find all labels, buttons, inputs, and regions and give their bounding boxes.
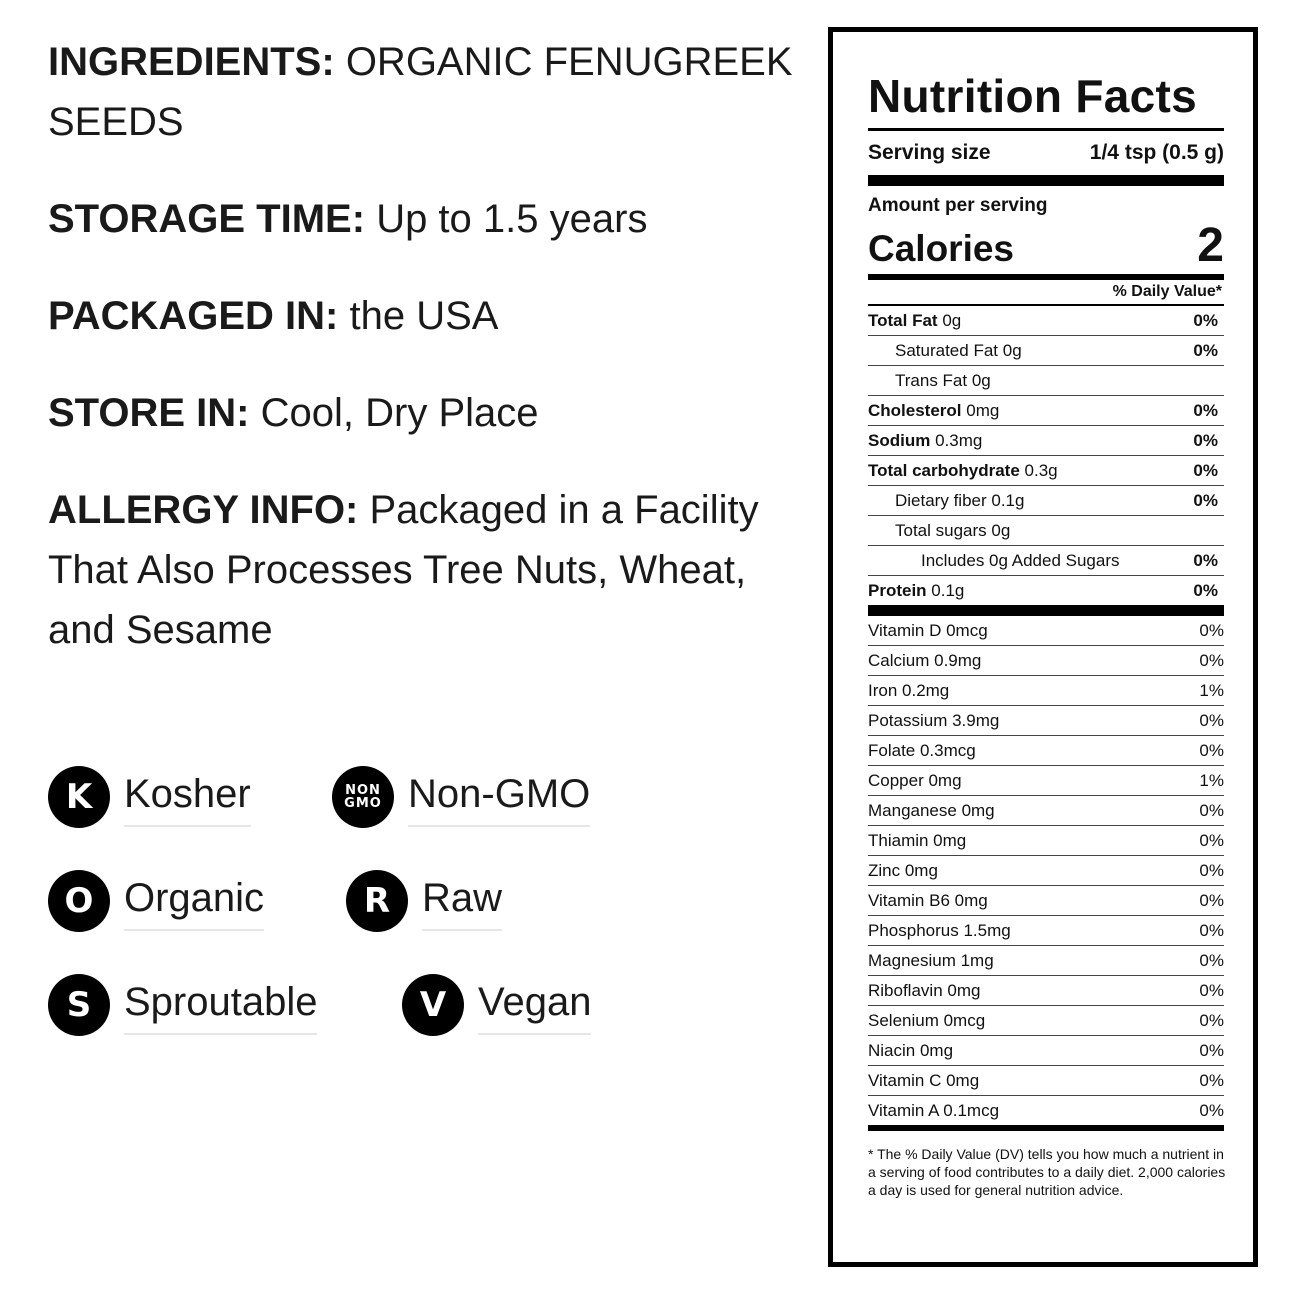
vitamin-daily-value: 0%: [1199, 1100, 1224, 1120]
divider-thick: [868, 175, 1224, 186]
vitamin-daily-value: 0%: [1199, 740, 1224, 760]
vitamin-row: [868, 886, 1224, 916]
vegan-icon: V: [402, 974, 464, 1036]
vitamin-row: [868, 616, 1224, 646]
vitamin-list: [868, 616, 1224, 1125]
nutrient-row: [868, 545, 1224, 575]
nutrient-daily-value: 0%: [1193, 460, 1218, 480]
nutrient-name: [868, 491, 1024, 511]
badge-sproutable: [48, 972, 317, 1038]
nutrient-name: [868, 431, 982, 451]
vitamin-daily-value: 0%: [1199, 830, 1224, 850]
vitamin-daily-value: 0%: [1199, 650, 1224, 670]
vitamin-row: [868, 736, 1224, 766]
packaged-in-value: the USA: [349, 294, 499, 338]
nutrient-row: [868, 395, 1224, 425]
vitamin-name: Magnesium 1mg: [868, 950, 994, 970]
vitamin-name: Vitamin A 0.1mcg: [868, 1100, 1000, 1120]
vitamin-daily-value: 1%: [1199, 770, 1224, 790]
nutrient-amount: 0.1g: [991, 490, 1025, 510]
vitamin-name: Vitamin B6 0mg: [868, 890, 988, 910]
vitamin-name: Thiamin 0mg: [868, 830, 967, 850]
vitamin-row: [868, 646, 1224, 676]
nutrient-amount: 0.1g: [931, 580, 965, 600]
vitamin-row: [868, 1066, 1224, 1096]
store-in-block: [48, 383, 818, 443]
vitamin-row: [868, 856, 1224, 886]
nutrient-daily-value: 0%: [1193, 550, 1218, 570]
nutrient-row: [868, 575, 1224, 605]
nutrient-label: Cholesterol: [868, 400, 962, 420]
nutrient-row: [868, 335, 1224, 365]
nutrient-daily-value: 0%: [1193, 430, 1218, 450]
nutrient-row: [868, 455, 1224, 485]
nutrient-name: [868, 461, 1058, 481]
raw-icon: R: [346, 870, 408, 932]
storage-time-value: Up to 1.5 years: [376, 197, 648, 241]
allergy-value: Packaged in a Facility That Also Processes Tree Nuts, Wheat, and Sesame: [48, 488, 759, 652]
nutrient-amount: 0g: [991, 520, 1011, 540]
nutrient-name: [868, 341, 1022, 361]
vitamin-name: Selenium 0mcg: [868, 1010, 986, 1030]
nutrition-title: Nutrition Facts: [868, 70, 1198, 122]
nutrient-label: Dietary fiber: [895, 490, 987, 510]
badge-kosher: [48, 764, 251, 830]
vitamin-row: [868, 1036, 1224, 1066]
badge-organic: [48, 868, 264, 934]
vitamin-row: [868, 826, 1224, 856]
vitamin-name: Manganese 0mg: [868, 800, 995, 820]
nutrient-row: [868, 304, 1224, 335]
ingredients-block: [48, 32, 818, 152]
serving-size-value: 1/4 tsp (0.5 g): [1089, 141, 1224, 164]
vitamin-row: [868, 1096, 1224, 1125]
nutrient-daily-value: 0%: [1193, 490, 1218, 510]
nutrient-amount: 0g: [1002, 340, 1022, 360]
nutrient-name: [868, 371, 991, 391]
vitamin-daily-value: 0%: [1199, 1070, 1224, 1090]
nutrient-name: [868, 581, 964, 601]
nutrient-label: Includes 0g Added Sugars: [921, 550, 1120, 570]
vitamin-daily-value: 0%: [1199, 950, 1224, 970]
vitamin-daily-value: 1%: [1199, 680, 1224, 700]
nutrient-amount: 0g: [942, 310, 962, 330]
badge-vegan: [402, 972, 591, 1038]
nutrient-name: [868, 311, 961, 331]
serving-size-row: [868, 131, 1224, 175]
vitamin-daily-value: 0%: [1199, 890, 1224, 910]
allergy-label: ALLERGY INFO:: [48, 488, 359, 532]
vitamin-name: Copper 0mg: [868, 770, 962, 790]
nutrient-label: Total carbohydrate: [868, 460, 1020, 480]
divider-medium: [868, 1125, 1224, 1131]
nutrient-row: [868, 515, 1224, 545]
amount-per-serving: Amount per serving: [868, 195, 1048, 216]
daily-value-header: % Daily Value*: [1112, 283, 1222, 300]
nutrient-amount: 0.3g: [1024, 460, 1058, 480]
nutrient-amount: 0.3mg: [935, 430, 983, 450]
badge-label: Kosher: [124, 767, 251, 827]
vitamin-name: Iron 0.2mg: [868, 680, 950, 700]
packaged-in-block: [48, 286, 818, 346]
badge-raw: [346, 868, 502, 934]
sproutable-icon: S: [48, 974, 110, 1036]
vitamin-name: Potassium 3.9mg: [868, 710, 1000, 730]
vitamin-name: Zinc 0mg: [868, 860, 938, 880]
nutrient-amount: 0g: [971, 370, 991, 390]
vitamin-daily-value: 0%: [1199, 920, 1224, 940]
vitamin-name: Vitamin D 0mcg: [868, 620, 988, 640]
vitamin-daily-value: 0%: [1199, 860, 1224, 880]
nutrient-label: Total sugars: [895, 520, 987, 540]
vitamin-daily-value: 0%: [1199, 800, 1224, 820]
vitamin-daily-value: 0%: [1199, 1010, 1224, 1030]
vitamin-daily-value: 0%: [1199, 980, 1224, 1000]
storage-time-label: STORAGE TIME:: [48, 197, 366, 241]
nutrient-list: [868, 304, 1224, 605]
vitamin-row: [868, 676, 1224, 706]
nutrient-daily-value: 0%: [1193, 310, 1218, 330]
nutrient-name: [868, 401, 999, 421]
nutrient-label: Trans Fat: [895, 370, 968, 390]
packaged-in-label: PACKAGED IN:: [48, 294, 339, 338]
nutrient-daily-value: 0%: [1193, 340, 1218, 360]
vitamin-daily-value: 0%: [1199, 620, 1224, 640]
badge-label: Vegan: [478, 975, 591, 1035]
calories-label: Calories: [868, 228, 1015, 269]
vitamin-name: Niacin 0mg: [868, 1040, 954, 1060]
calories-row: [868, 218, 1224, 272]
nutrient-label: Sodium: [868, 430, 931, 450]
organic-icon: O: [48, 870, 110, 932]
product-info: [48, 32, 818, 697]
ingredients-label: INGREDIENTS:: [48, 40, 335, 84]
nutrient-row: [868, 485, 1224, 515]
nutrition-facts-panel: [828, 27, 1258, 1267]
daily-value-footnote: * The % Daily Value (DV) tells you how much a nutrient in a serving of food contributes to a daily diet. 2,000 calories a day is used for general nutrition advice.: [868, 1146, 1226, 1198]
store-in-label: STORE IN:: [48, 391, 250, 435]
vitamin-name: Vitamin C 0mg: [868, 1070, 980, 1090]
nutrient-name: [868, 551, 1119, 571]
vitamin-name: Riboflavin 0mg: [868, 980, 981, 1000]
nutrient-row: [868, 425, 1224, 455]
badge-label: Raw: [422, 871, 502, 931]
kosher-icon: K: [48, 766, 110, 828]
divider-thick: [868, 605, 1224, 616]
vitamin-name: Folate 0.3mcg: [868, 740, 976, 760]
nutrient-daily-value: 0%: [1193, 580, 1218, 600]
nutrient-name: [868, 521, 1010, 541]
vitamin-row: [868, 706, 1224, 736]
nutrient-label: Saturated Fat: [895, 340, 999, 360]
store-in-value: Cool, Dry Place: [260, 391, 539, 435]
nutrient-daily-value: 0%: [1193, 400, 1218, 420]
vitamin-row: [868, 916, 1224, 946]
vitamin-row: [868, 796, 1224, 826]
vitamin-name: Calcium 0.9mg: [868, 650, 982, 670]
nutrient-amount: 0mg: [966, 400, 1000, 420]
nutrient-label: Protein: [868, 580, 927, 600]
nutrient-label: Total Fat: [868, 310, 938, 330]
badge-label: Non-GMO: [408, 767, 590, 827]
vitamin-row: [868, 946, 1224, 976]
badge-label: Sproutable: [124, 975, 317, 1035]
badge-non-gmo: [332, 764, 590, 830]
nutrient-row: [868, 365, 1224, 395]
calories-value: 2: [1197, 219, 1224, 272]
vitamin-daily-value: 0%: [1199, 1040, 1224, 1060]
allergy-block: [48, 480, 818, 660]
badge-label: Organic: [124, 871, 264, 931]
vitamin-row: [868, 976, 1224, 1006]
serving-size-label: Serving size: [868, 141, 991, 164]
vitamin-daily-value: 0%: [1199, 710, 1224, 730]
vitamin-row: [868, 766, 1224, 796]
vitamin-row: [868, 1006, 1224, 1036]
vitamin-name: Phosphorus 1.5mg: [868, 920, 1011, 940]
ingredients-value: ORGANIC FENUGREEK SEEDS: [48, 40, 793, 144]
non-gmo-icon: NON GMO: [332, 766, 394, 828]
storage-time-block: [48, 189, 818, 249]
